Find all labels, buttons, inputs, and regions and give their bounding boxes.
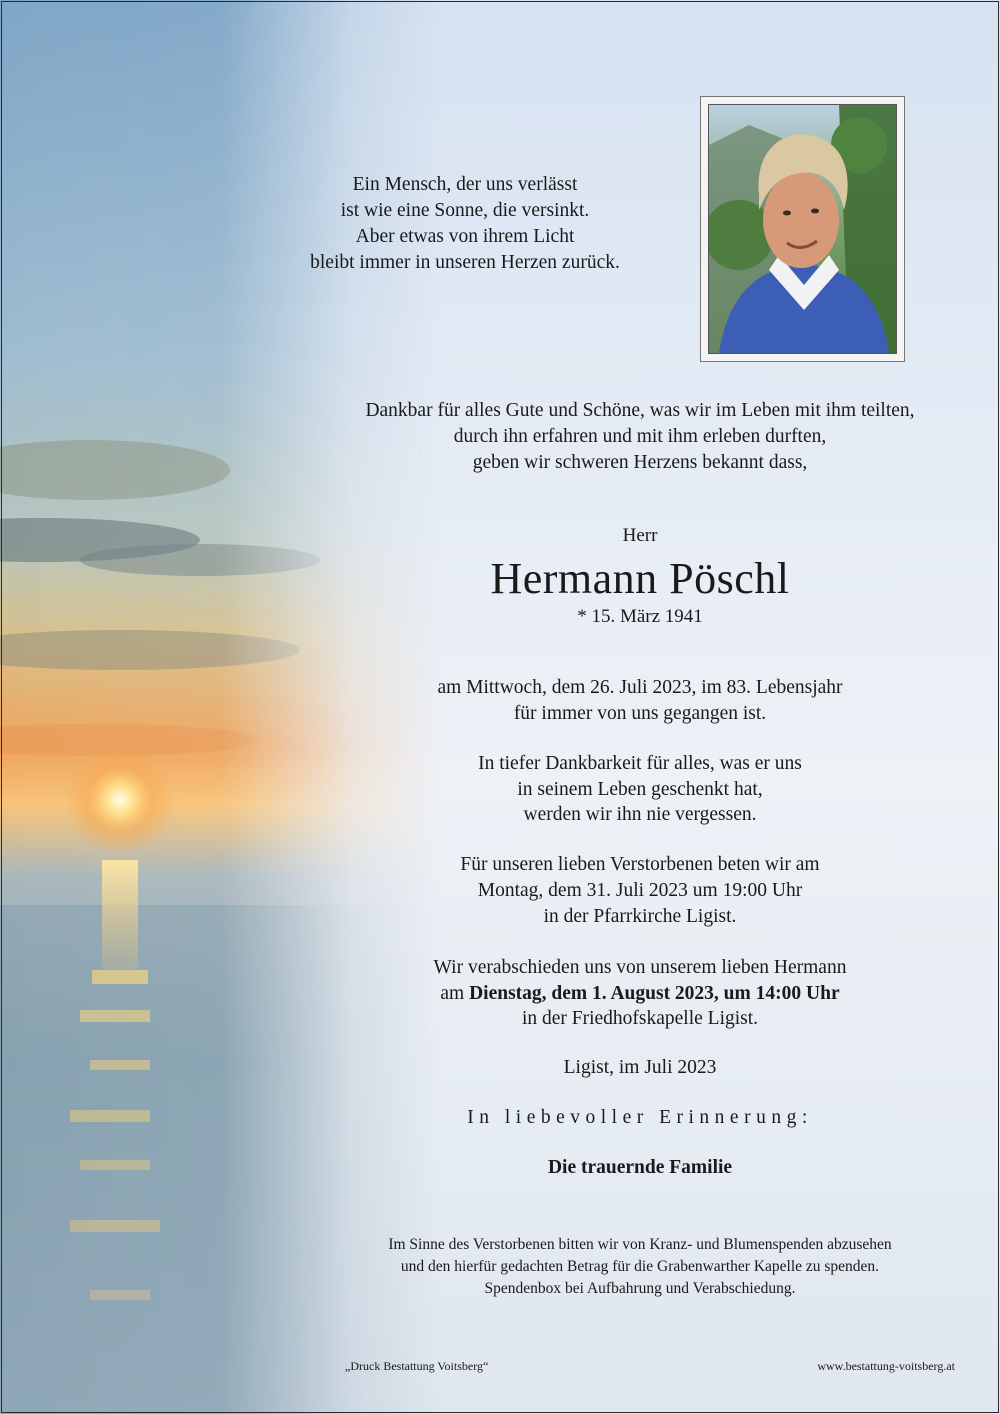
- farewell-line: Wir verabschieden uns von unserem lieben Hermann: [433, 957, 847, 978]
- gratitude-line: in seinem Leben geschenkt hat,: [517, 778, 763, 800]
- family-signature: Die trauernde Familie: [547, 1157, 733, 1178]
- note-line: Spendenbox bei Aufbahrung und Verabschiedung.: [484, 1280, 796, 1297]
- prayer-line: Montag, dem 31. Juli 2023 um 19:00 Uhr: [477, 880, 803, 901]
- portrait-frame: [700, 96, 905, 362]
- place-date: Ligist, im Juli 2023: [563, 1057, 717, 1078]
- death-line: am Mittwoch, dem 26. Juli 2023, im 83. Lebensjahr: [437, 677, 843, 698]
- printer-credit: „Druck Bestattung Voitsberg“: [345, 1359, 489, 1373]
- deceased-name: Hermann Pöschl: [490, 554, 790, 603]
- farewell-line: in der Friedhofskapelle Ligist.: [521, 1008, 759, 1029]
- poem-block: [260, 172, 670, 276]
- poem-line: bleibt immer in unseren Herzen zurück.: [310, 252, 620, 273]
- salutation: Herr: [622, 525, 658, 546]
- death-notice: [290, 675, 990, 727]
- birth-date: * 15. März 1941: [577, 606, 703, 627]
- poem-line: ist wie eine Sonne, die versinkt.: [340, 200, 590, 221]
- website-link[interactable]: www.bestattung-voitsberg.at: [817, 1359, 955, 1373]
- intro-line: geben wir schweren Herzens bekannt dass,: [472, 452, 808, 473]
- note-line: und den hierfür gedachten Betrag für die Grabenwarther Kapelle zu spenden.: [400, 1258, 880, 1275]
- intro-line: durch ihn erfahren und mit ihm erleben durften,: [453, 426, 827, 447]
- prayer-line: Für unseren lieben Verstorbenen beten wir am: [460, 854, 820, 875]
- farewell-line: [290, 981, 990, 1007]
- poem-line: Aber etwas von ihrem Licht: [355, 226, 575, 247]
- farewell-date: Dienstag, dem 1. August 2023, um 14:00 Uhr: [469, 982, 840, 1004]
- poem-line: Ein Mensch, der uns verlässt: [352, 174, 578, 195]
- note-line: Im Sinne des Verstorbenen bitten wir von Kranz- und Blumenspenden abzusehen: [388, 1236, 892, 1253]
- gratitude-block: [290, 751, 990, 828]
- farewell-prefix: am: [440, 982, 470, 1004]
- prayer-line: in der Pfarrkirche Ligist.: [543, 906, 737, 927]
- death-line: für immer von uns gegangen ist.: [513, 703, 767, 724]
- intro-line: Dankbar für alles Gute und Schöne, was wir im Leben mit ihm teilten,: [365, 400, 915, 421]
- intro-block: [290, 398, 990, 476]
- farewell-block: [290, 955, 990, 1032]
- gratitude-line: werden wir ihn nie vergessen.: [523, 804, 757, 825]
- prayer-block: [290, 852, 990, 930]
- gratitude-line: In tiefer Dankbarkeit für alles, was er uns: [478, 753, 802, 774]
- portrait-photo: [708, 104, 897, 354]
- memory-line: In liebevoller Erinnerung:: [467, 1107, 813, 1128]
- donation-note: [290, 1234, 990, 1300]
